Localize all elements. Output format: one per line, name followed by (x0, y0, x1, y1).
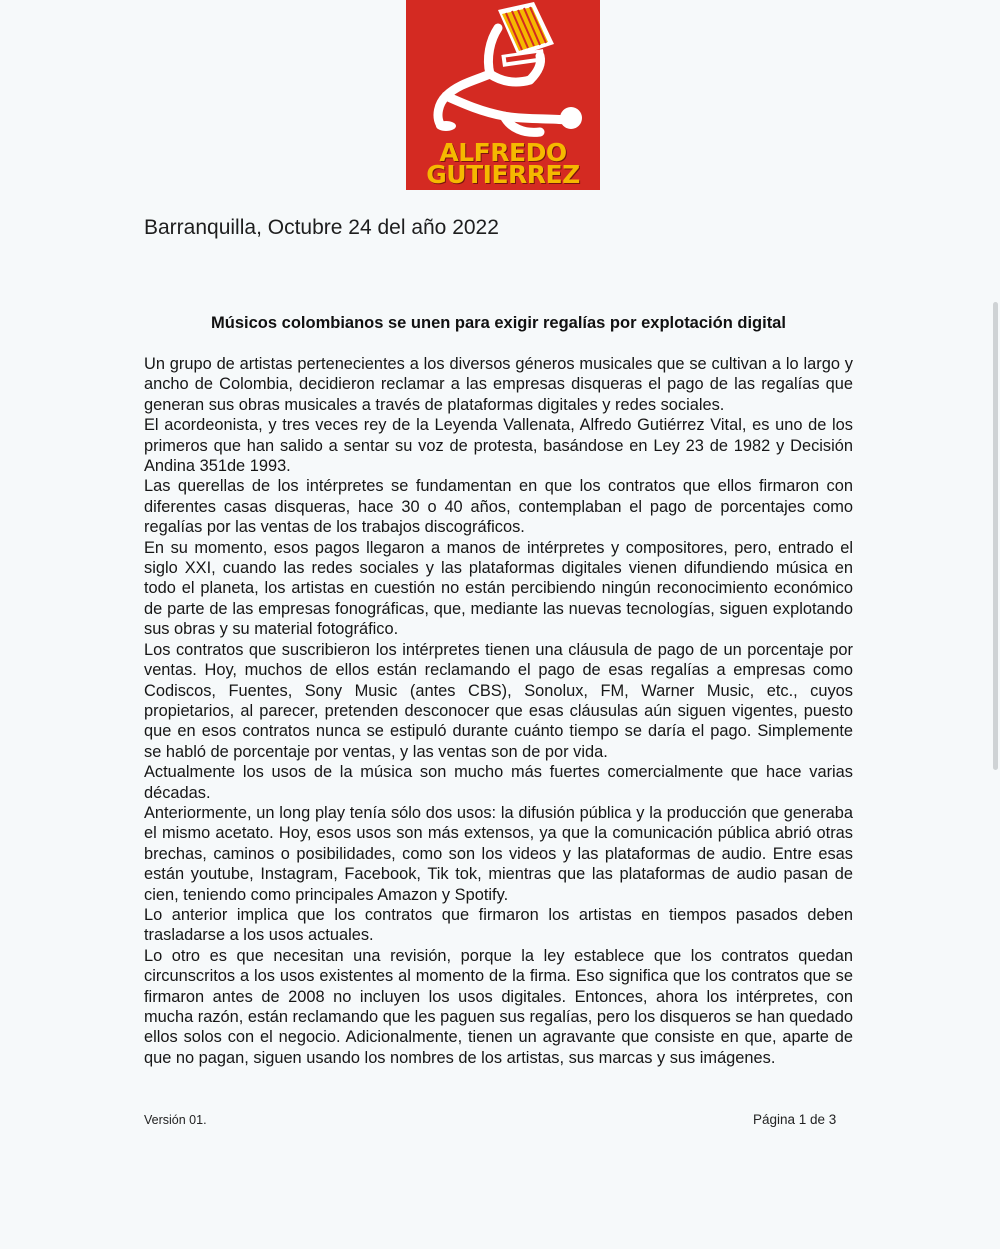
footer-page-number: Página 1 de 3 (753, 1112, 837, 1127)
scrollbar[interactable] (993, 302, 998, 770)
paragraph: Lo anterior implica que los contratos que firmaron los artistas en tiempos pasados deben trasladarse a los usos actuales. (144, 905, 853, 945)
paragraph: Anteriormente, un long play tenía sólo dos usos: la difusión pública y la producción que generaba el mismo acetato. Hoy, esos usos son más extensos, ya que la comunicación pública abrió otras brechas, caminos o posibilidades, como son los videos y las plataformas de audio. Entre esas están youtube, Instagram, Facebook, Tik tok, mientras que las plataformas de audio pasan de cien, teniendo como principales Amazon y Spotify. (144, 803, 853, 904)
dateline: Barranquilla, Octubre 24 del año 2022 (144, 216, 499, 239)
headline: Músicos colombianos se unen para exigir regalías por explotación digital (211, 314, 786, 332)
logo-text-first-name: ALFREDO (439, 138, 567, 167)
article-body (144, 354, 853, 1068)
paragraph: Lo otro es que necesitan una revisión, porque la ley establece que los contratos quedan circunscritos a los usos existentes al momento de la firma. Eso significa que los contratos que se firmaron antes de 2008 no incluyen los usos digitales. Entonces, ahora los intérpretes, con mucha razón, están reclamando que les paguen sus regalías, pero los disqueros se han quedado ellos solos con el negocio. Adicionalmente, tienen un agravante que consiste en que, aparte de que no pagan, siguen usando los nombres de los artistas, sus marcas y sus imágenes. (144, 946, 853, 1067)
paragraph: Actualmente los usos de la música son mucho más fuertes comercialmente que hace varias décadas. (144, 763, 853, 802)
paragraph: Un grupo de artistas pertenecientes a los diversos géneros musicales que se cultivan a lo largo y ancho de Colombia, decidieron reclamar a las empresas disqueras el pago de las regalías que generan sus obras musicales a través de plataformas digitales y redes sociales. (144, 355, 853, 414)
logo-text-last-name: GUTIERREZ (426, 160, 580, 189)
paragraph: Los contratos que suscribieron los intérpretes tienen una cláusula de pago de un porcentaje por ventas. Hoy, muchos de ellos están reclamando el pago de esas regalías a empresas como Codiscos, Fuentes, Sony Music (antes CBS), Sonolux, FM, Warner Music, etc., cuyos propietarios, al parecer, pretenden desconocer que esas cláusulas aún siguen vigentes, puesto que en esos contratos nunca se estipuló durante cuánto tiempo se daría el pago. Simplemente se habló de porcentaje por ventas, y las ventas son de por vida. (144, 640, 853, 761)
paragraph: El acordeonista, y tres veces rey de la Leyenda Vallenata, Alfredo Gutiérrez Vital, es uno de los primeros que han salido a sentar su voz de protesta, basándose en Ley 23 de 1982 y Decisión Andina 351de 1993. (144, 416, 853, 476)
paragraph: Las querellas de los intérpretes se fundamentan en que los contratos que ellos firmaron con diferentes casas disqueras, hace 30 o 40 años, contemplaban el pago de porcentajes como regalías por las ventas de los trabajos discográficos. (144, 477, 853, 537)
footer-version: Versión 01. (144, 1113, 207, 1127)
paragraph: En su momento, esos pagos llegaron a manos de intérpretes y compositores, pero, entrado el siglo XXI, cuando las redes sociales y las plataformas digitales vienen difundiendo música en todo el planeta, los artistas en cuestión no están percibiendo ningún reconocimiento económico de parte de las empresas fonográficas, que, mediante las nuevas tecnologías, siguen explotando sus obras y su material fotográfico. (144, 538, 853, 639)
brand-logo (406, 0, 600, 190)
accordion-icon (498, 2, 554, 67)
